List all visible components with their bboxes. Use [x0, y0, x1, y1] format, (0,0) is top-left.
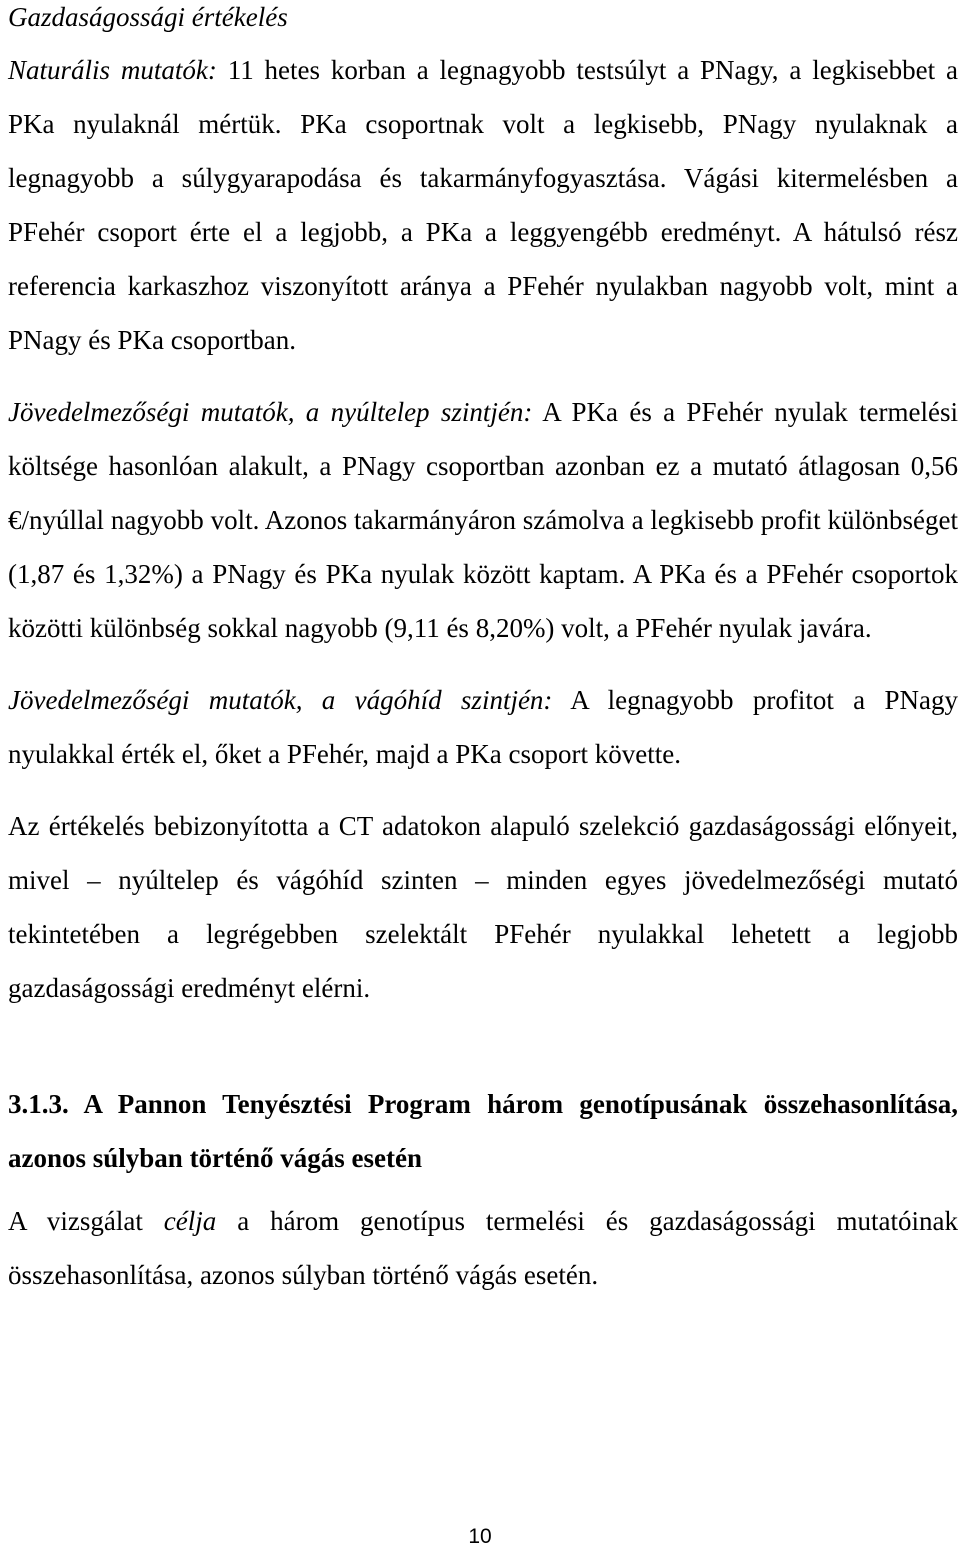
paragraph-lead: Jövedelmezőségi mutatók, a vágóhíd szintjén:	[8, 685, 553, 715]
paragraph-text: A PKa és a PFehér nyulak termelési költsége hasonlóan alakult, a PNagy csoportban azonban ez a mutató átlagosan 0,56 €/nyúllal nagyobb volt. Azonos takarmányáron számolva a legkisebb profit különbséget (1,87 és 1,32%) a PNagy és PKa nyulak között kaptam. A PKa és a PFehér csoportok közötti különbség sokkal nagyobb (9,11 és 8,20%) volt, a PFehér nyulak javára.	[8, 397, 958, 643]
paragraph-objective	[8, 1194, 958, 1302]
paragraph-lead: Naturális mutatók:	[8, 55, 217, 85]
paragraph-text-before: A vizsgálat	[8, 1206, 164, 1236]
section-heading	[8, 1077, 958, 1185]
paragraph-lead: Jövedelmezőségi mutatók, a nyúltelep szintjén:	[8, 397, 533, 427]
paragraph-farm-profitability	[8, 385, 958, 655]
paragraph-emphasis: célja	[163, 1206, 217, 1236]
document-page	[8, 0, 958, 1302]
paragraph-conclusion	[8, 799, 958, 1015]
section-title: A Pannon Tenyésztési Program három genotípusának összehasonlítása, azonos súlyban történő vágás esetén	[8, 1089, 958, 1173]
page-number: 10	[468, 1525, 492, 1548]
subsection-heading: Gazdaságossági értékelés	[8, 2, 288, 32]
paragraph-text: A legnagyobb profitot a PNagy nyulakkal érték el, őket a PFehér, majd a PKa csoport követte.	[8, 685, 958, 769]
paragraph-text: Az értékelés bebizonyította a CT adatokon alapuló szelekció gazdaságossági előnyeit, mivel – nyúltelep és vágóhíd szinten – minden egyes jövedelmezőségi mutató tekintetében a legrégebben szelektált PFehér nyulakkal lehetett a legjobb gazdaságossági eredményt elérni.	[8, 811, 958, 1003]
paragraph-text: 11 hetes korban a legnagyobb testsúlyt a PNagy, a legkisebbet a PKa nyulaknál mértük. PKa csoportnak volt a legkisebb, PNagy nyulaknak a legnagyobb a súlygyarapodása és takarmányfogyasztása. Vágási kitermelésben a PFehér csoport érte el a legjobb, a PKa a leggyengébb eredményt. A hátulsó rész referencia karkaszhoz viszonyított aránya a PFehér nyulakban nagyobb volt, mint a PNagy és PKa csoportban.	[8, 55, 958, 355]
paragraph-natural-indicators	[8, 43, 958, 367]
paragraph-text-after: a három genotípus termelési és gazdaságossági mutatóinak összehasonlítása, azonos súlyban történő vágás esetén.	[8, 1206, 958, 1290]
paragraph-slaughterhouse-profitability	[8, 673, 958, 781]
section-number: 3.1.3.	[8, 1089, 69, 1119]
